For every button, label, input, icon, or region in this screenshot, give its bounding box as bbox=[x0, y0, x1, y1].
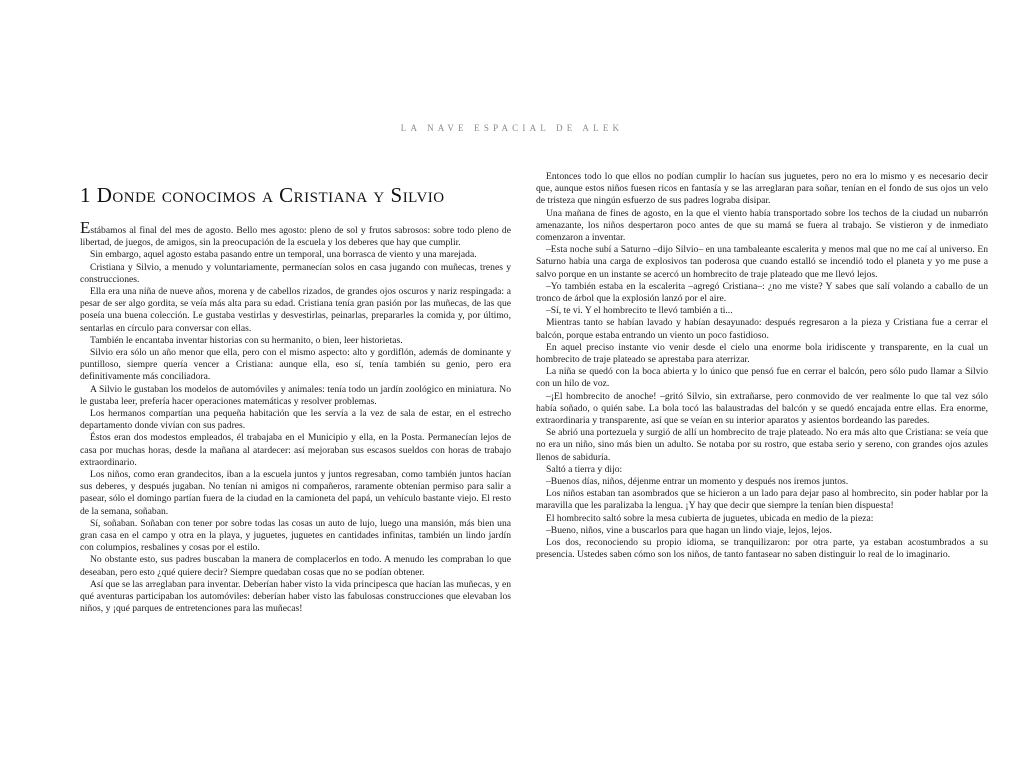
paragraph: –¡El hombrecito de anoche! –gritó Silvio, sin extrañarse, pero conmovido de ver realmente lo que tal vez sólo había soñado, o quién sabe. La bola tocó las balaustradas del balcón y se quedó encajada entre ellas. Era enorme, extraordinaria y transparente, así que se veían en su interior aparatos y asientos bordeando las paredes. bbox=[536, 390, 988, 427]
opening-paragraph-text: stábamos al final del mes de agosto. Bello mes agosto: pleno de sol y frutos sabrosos: sobre todo pleno de libertad, de juegos, de amigos, sin la preocupación de la escuela y los deberes que hay que cumplir. bbox=[80, 225, 511, 249]
opening-paragraph bbox=[80, 218, 511, 249]
paragraph: Éstos eran dos modestos empleados, él trabajaba en el Municipio y ella, en la Posta. Permanecían lejos de casa por muchas horas, desde la mañana al atardecer: así mejoraban sus escasos sueldos con horas de trabajo extraordinario. bbox=[80, 432, 511, 468]
paragraph: En aquel preciso instante vio venir desde el cielo una enorme bola iridiscente y transparente, en la cual un hombrecito de traje plateado se aprestaba para aterrizar. bbox=[536, 341, 988, 366]
chapter-title-text: Donde conocimos a Cristiana y Silvio bbox=[96, 183, 445, 207]
paragraph: –Sí, te vi. Y el hombrecito te llevó también a ti... bbox=[546, 305, 733, 317]
paragraph: Los niños, como eran grandecitos, iban a la escuela juntos y juntos regresaban, como también juntos hacían sus deberes, y después jugaban. No tenían ni amigos ni compañeros, raramente obtenían permiso para salir a pasear, sólo el domingo partían fuera de la ciudad en la camioneta del papá, un vehículo bastante viejo. El resto de la semana, soñaban. bbox=[80, 469, 511, 517]
chapter-title bbox=[80, 183, 520, 208]
drop-cap: E bbox=[80, 218, 91, 237]
paragraph: Silvio era sólo un año menor que ella, pero con el mismo aspecto: alto y gordiflón, además de dominante y puntilloso, siempre quería vencer a Cristiana: aunque ella, eso sí, tenía también su genio, pero era definitivamente más conciliadora. bbox=[80, 347, 511, 383]
paragraph: También le encantaba inventar historias con su hermanito, o bien, leer historietas. bbox=[90, 334, 403, 346]
chapter-number: 1 bbox=[80, 183, 91, 207]
paragraph: Así que se las arreglaban para inventar. Deberían haber visto la vida principesca que hacían las muñecas, y en qué aventuras participaban los automóviles: deberían haber visto las fabulosas construcciones que elevaban los niños, y ¡qué parques de entretenciones para las muñecas! bbox=[80, 578, 511, 615]
paragraph: Ella era una niña de nueve años, morena y de cabellos rizados, de grandes ojos oscuros y nariz respingada: a pesar de ser algo gordita, se veía más alta para su edad. Cristiana tenía gran pasión por las muñecas, de las que poseía una buena colección. Le gustaba vestirlas y desvestirlas, peinarlas, prepararles la comida y, por último, sentarlas en círculo para conversar con ellas. bbox=[80, 286, 511, 334]
paragraph: No obstante esto, sus padres buscaban la manera de complacerlos en todo. A menudo les compraban lo que deseaban, pero esto ¿qué quiere decir? Siempre quedaban cosas que no se podían obtener. bbox=[80, 554, 511, 578]
paragraph: Sí, soñaban. Soñaban con tener por sobre todas las cosas un auto de lujo, luego una mansión, más bien una gran casa en el campo y otra en la playa, y juguetes, juguetes en cantidades infinitas, también un lindo jardín con columpios, resbalines y cosas por el estilo. bbox=[80, 517, 511, 554]
paragraph: –Yo también estaba en la escalerita –agregó Cristiana–: ¿no me viste? Y sabes que salí volando a caballo de un tronco de árbol que la explosión lanzó por el aire. bbox=[536, 280, 988, 305]
paragraph: Entonces todo lo que ellos no podían cumplir lo hacían sus juguetes, pero no era lo mismo y es necesario decir que, aunque estos niños fuesen ricos en fantasía y se las arreglaran para soñar, tenían en el fondo de sus ojos un velo de tristeza que ningún esfuerzo de sus padres lograba disipar. bbox=[536, 171, 988, 207]
paragraph: Los hermanos compartían una pequeña habitación que les servía a la vez de sala de estar, en el estrecho departamento donde vivían con sus padres. bbox=[80, 408, 511, 432]
right-column bbox=[536, 171, 988, 562]
paragraph: Los niños estaban tan asombrados que se hicieron a un lado para dejar paso al hombrecito, sin poder hablar por la maravilla que les paralizaba la lengua. ¡Y hay que decir que siempre la tenían bien dispuesta! bbox=[536, 488, 988, 512]
paragraph: Saltó a tierra y dijo: bbox=[546, 463, 623, 475]
paragraph: Se abrió una portezuela y surgió de allí un hombrecito de traje plateado. No era más alto que Cristiana: se veía que no era un niño, sino más bien un adulto. Se notaba por su rostro, que estaba serio y sereno, con grandes ojos azules llenos de sabiduría. bbox=[536, 427, 988, 463]
paragraph: –Esta noche subí a Saturno –dijo Silvio– en una tambaleante escalerita y menos mal que no me caí al universo. En Saturno había una carga de explosivos tan poderosa que cuando estalló se incendió todo el planeta y yo me puse a salvo porque en un instante se acercó un hombrecito de traje plateado que me llevó lejos. bbox=[536, 244, 988, 280]
paragraph: Una mañana de fines de agosto, en la que el viento había transportado sobre los techos de la ciudad un nubarrón amenazante, los niños despertaron poco antes de que su mamá se fuera al trabajo. Se vistieron y de inmediato comenzaron a inventar. bbox=[536, 207, 988, 244]
paragraph: Mientras tanto se habían lavado y habían desayunado: después regresaron a la pieza y Cristiana fue a cerrar el balcón, porque estaba entrando un viento un poco fastidioso. bbox=[536, 317, 988, 341]
paragraph: A Silvio le gustaban los modelos de automóviles y animales: tenía todo un jardín zoológico en miniatura. No le gustaba leer, prefería hacer operaciones matemáticas y resolver problemas. bbox=[80, 383, 511, 407]
paragraph: –Buenos días, niños, déjenme entrar un momento y después nos iremos juntos. bbox=[546, 476, 849, 488]
paragraph: Cristiana y Silvio, a menudo y voluntariamente, permanecían solos en casa jugando con muñecas, trenes y construcciones. bbox=[80, 261, 511, 285]
paragraph: El hombrecito saltó sobre la mesa cubierta de juguetes, ubicada en medio de la pieza: bbox=[546, 512, 874, 524]
paragraph: –Bueno, niños, vine a buscarlos para que hagan un lindo viaje, lejos, lejos. bbox=[546, 524, 832, 536]
left-column bbox=[80, 218, 511, 616]
paragraph: La niña se quedó con la boca abierta y lo único que pensó fue en cerrar el balcón, pero sólo pudo llamar a Silvio con un hilo de voz. bbox=[536, 366, 988, 390]
running-head: LA NAVE ESPACIAL DE ALEK bbox=[400, 123, 624, 133]
paragraph: Sin embargo, aquel agosto estaba pasando entre un temporal, una borrasca de viento y una marejada. bbox=[90, 249, 477, 261]
paragraph: Los dos, reconociendo su propio idioma, se tranquilizaron: por otra parte, ya estaban acostumbrados a su presencia. Ustedes saben cómo son los niños, de tanto fantasear no saben distinguir lo real de lo imaginario. bbox=[536, 537, 988, 561]
